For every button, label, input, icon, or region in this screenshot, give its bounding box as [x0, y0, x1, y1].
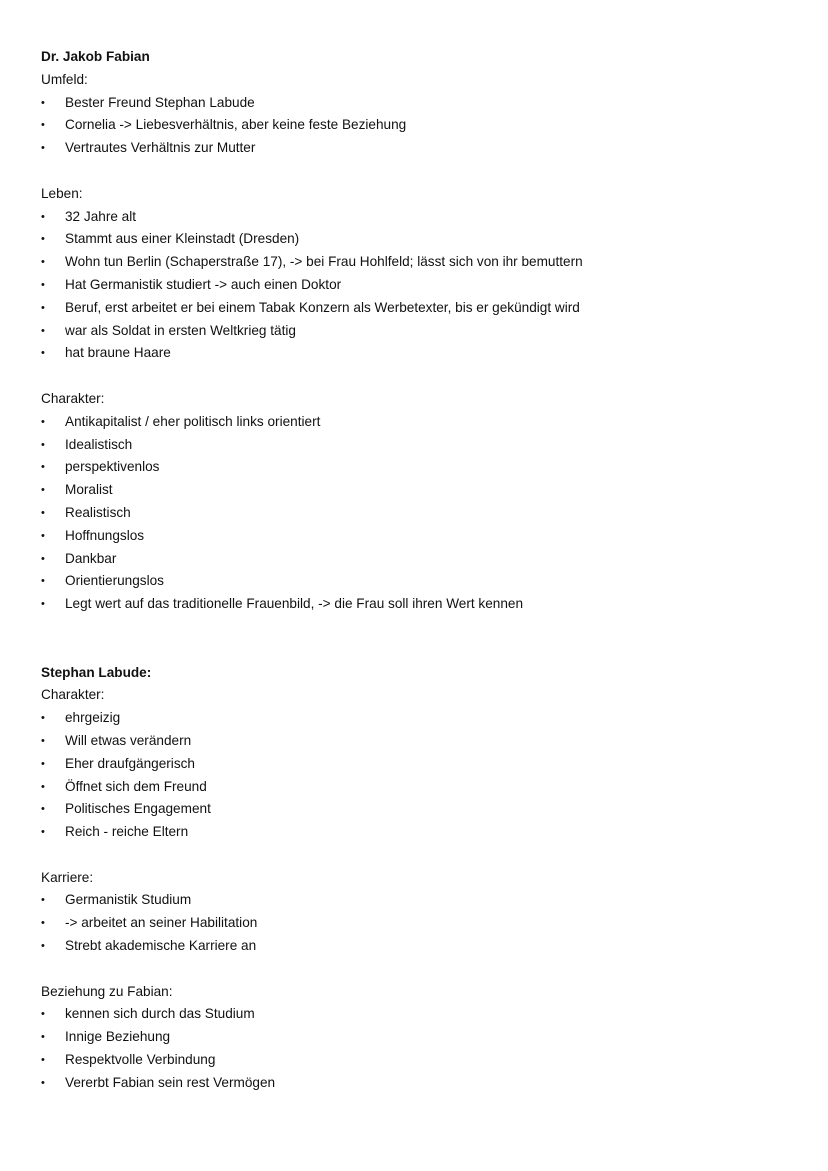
- bullet-icon: •: [41, 233, 45, 246]
- list-item-text: Strebt akademische Karriere an: [65, 938, 257, 954]
- list-item-text: Stammt aus einer Kleinstadt (Dresden): [65, 231, 300, 247]
- bullet-icon: •: [41, 712, 45, 725]
- heading-umfeld: Umfeld:: [41, 71, 88, 87]
- list-item: [41, 206, 788, 229]
- list-item: [41, 707, 788, 730]
- bullet-icon: •: [41, 506, 45, 519]
- bullet-icon: •: [41, 598, 45, 611]
- bullet-icon: •: [41, 210, 45, 223]
- list-leben: [41, 206, 788, 366]
- list-item: [41, 274, 788, 297]
- list-item-text: Bester Freund Stephan Labude: [65, 94, 255, 110]
- bullet-icon: •: [41, 917, 45, 930]
- list-item-text: perspektivenlos: [65, 459, 160, 475]
- list-item: [41, 228, 788, 251]
- list-item: [41, 1003, 788, 1026]
- list-item: [41, 935, 788, 958]
- list-item-text: Will etwas verändern: [65, 732, 192, 748]
- bullet-icon: •: [41, 415, 45, 428]
- bullet-icon: •: [41, 529, 45, 542]
- list-item-text: Orientierungslos: [65, 573, 164, 589]
- list-item-text: Realistisch: [65, 504, 131, 520]
- list-item-text: Politisches Engagement: [65, 801, 211, 817]
- bullet-icon: •: [41, 1054, 45, 1067]
- bullet-icon: •: [41, 940, 45, 953]
- bullet-icon: •: [41, 757, 45, 770]
- list-item: [41, 730, 788, 753]
- list-item: [41, 525, 788, 548]
- list-item: [41, 821, 788, 844]
- list-item: [41, 753, 788, 776]
- bullet-icon: •: [41, 301, 45, 314]
- list-item: [41, 502, 788, 525]
- list-item: [41, 137, 788, 160]
- bullet-icon: •: [41, 1031, 45, 1044]
- list-item: [41, 251, 788, 274]
- bullet-icon: •: [41, 347, 45, 360]
- list-umfeld: [41, 92, 788, 160]
- list-karriere: [41, 889, 788, 957]
- list-item: [41, 1072, 788, 1095]
- list-item: [41, 1026, 788, 1049]
- bullet-icon: •: [41, 803, 45, 816]
- list-item-text: hat braune Haare: [65, 345, 171, 361]
- list-item-text: Idealistisch: [65, 436, 133, 452]
- list-item: [41, 776, 788, 799]
- list-item: [41, 570, 788, 593]
- list-item: [41, 411, 788, 434]
- bullet-icon: •: [41, 324, 45, 337]
- list-item-text: Wohn tun Berlin (Schaperstraße 17), -> bei Frau Hohlfeld; lässt sich von ihr bemuttern: [65, 254, 583, 270]
- list-charakter-fabian: [41, 411, 788, 616]
- list-item-text: Germanistik Studium: [65, 892, 192, 908]
- list-item: [41, 479, 788, 502]
- list-item-text: Hoffnungslos: [65, 527, 145, 543]
- list-item: [41, 1049, 788, 1072]
- list-item-text: Eher draufgängerisch: [65, 755, 195, 771]
- list-item-text: Legt wert auf das traditionelle Frauenbild, -> die Frau soll ihren Wert kennen: [65, 596, 524, 612]
- bullet-icon: •: [41, 96, 45, 109]
- list-item: [41, 434, 788, 457]
- list-item: [41, 912, 788, 935]
- bullet-icon: •: [41, 142, 45, 155]
- bullet-icon: •: [41, 256, 45, 269]
- list-item-text: -> arbeitet an seiner Habilitation: [65, 915, 258, 931]
- list-charakter-labude: [41, 707, 788, 844]
- list-beziehung: [41, 1003, 788, 1094]
- list-item-text: Innige Beziehung: [65, 1029, 171, 1045]
- list-item-text: Beruf, erst arbeitet er bei einem Tabak Konzern als Werbetexter, bis er gekündigt wird: [65, 299, 580, 315]
- heading-leben: Leben:: [41, 185, 83, 201]
- list-item-text: ehrgeizig: [65, 710, 121, 726]
- list-item-text: Vererbt Fabian sein rest Vermögen: [65, 1074, 276, 1090]
- bullet-icon: •: [41, 438, 45, 451]
- list-item-text: 32 Jahre alt: [65, 208, 137, 224]
- heading-charakter-fabian: Charakter:: [41, 390, 105, 406]
- list-item-text: Moralist: [65, 482, 113, 498]
- bullet-icon: •: [41, 894, 45, 907]
- list-item: [41, 342, 788, 365]
- list-item-text: Öffnet sich dem Freund: [65, 778, 207, 794]
- list-item-text: Reich - reiche Eltern: [65, 824, 189, 840]
- bullet-icon: •: [41, 1008, 45, 1021]
- list-item-text: Respektvolle Verbindung: [65, 1052, 216, 1068]
- bullet-icon: •: [41, 484, 45, 497]
- list-item-text: Cornelia -> Liebesverhältnis, aber keine feste Beziehung: [65, 117, 407, 133]
- list-item: [41, 456, 788, 479]
- bullet-icon: •: [41, 119, 45, 132]
- heading-karriere: Karriere:: [41, 869, 94, 885]
- list-item: [41, 297, 788, 320]
- list-item-text: Dankbar: [65, 550, 117, 566]
- list-item: [41, 889, 788, 912]
- list-item-text: war als Soldat in ersten Weltkrieg tätig: [65, 322, 296, 338]
- list-item: [41, 114, 788, 137]
- list-item: [41, 798, 788, 821]
- bullet-icon: •: [41, 461, 45, 474]
- list-item: [41, 548, 788, 571]
- list-item-text: Vertrautes Verhältnis zur Mutter: [65, 140, 256, 156]
- list-item-text: Hat Germanistik studiert -> auch einen Doktor: [65, 276, 342, 292]
- bullet-icon: •: [41, 734, 45, 747]
- list-item: [41, 320, 788, 343]
- bullet-icon: •: [41, 278, 45, 291]
- section-title-fabian: Dr. Jakob Fabian: [41, 49, 150, 64]
- list-item: [41, 593, 788, 616]
- bullet-icon: •: [41, 780, 45, 793]
- bullet-icon: •: [41, 826, 45, 839]
- list-item-text: Antikapitalist / eher politisch links orientiert: [65, 413, 321, 429]
- list-item: [41, 92, 788, 115]
- heading-charakter-labude: Charakter:: [41, 687, 105, 703]
- bullet-icon: •: [41, 552, 45, 565]
- list-item-text: kennen sich durch das Studium: [65, 1006, 255, 1022]
- heading-beziehung: Beziehung zu Fabian:: [41, 983, 173, 999]
- bullet-icon: •: [41, 1076, 45, 1089]
- bullet-icon: •: [41, 575, 45, 588]
- section-title-labude: Stephan Labude:: [41, 664, 152, 680]
